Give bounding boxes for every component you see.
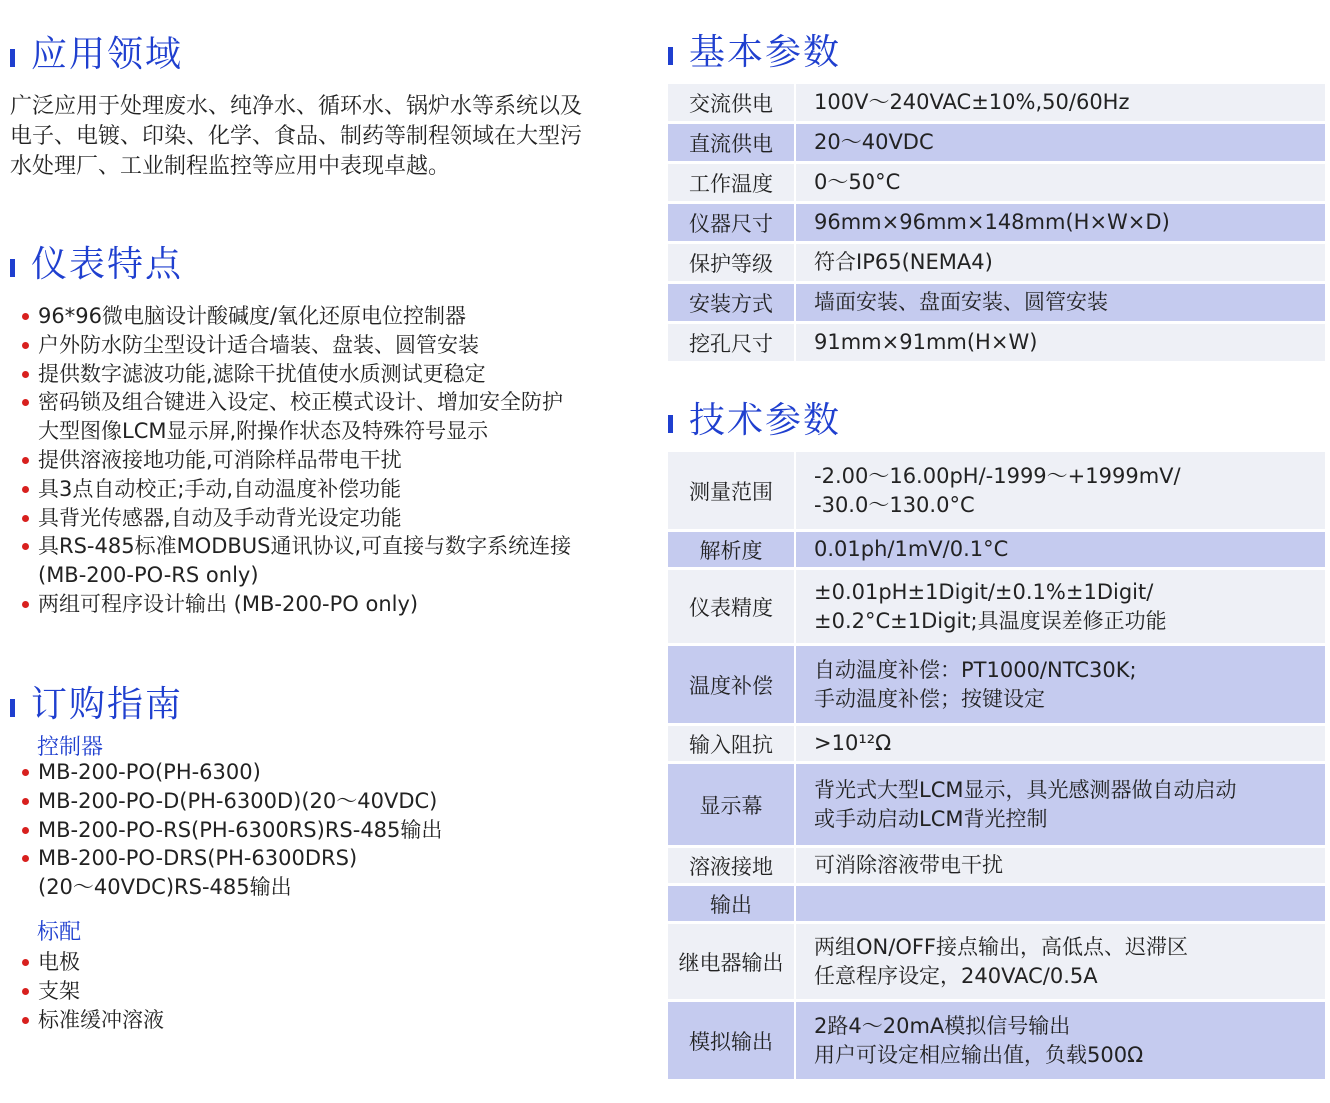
tech-params-table xyxy=(668,452,1325,1082)
spec-value xyxy=(796,532,1325,570)
application-text xyxy=(10,92,640,182)
application-line: 水处理厂、工业制程监控等应用中表现卓越。 xyxy=(10,154,451,179)
list-item xyxy=(20,446,640,475)
spec-key: 仪表精度 xyxy=(668,570,796,646)
bullet-dot-icon xyxy=(22,543,29,550)
bullet-dot-icon xyxy=(22,769,29,776)
spec-value xyxy=(796,204,1325,244)
spec-value xyxy=(796,726,1325,764)
spec-key: 安装方式 xyxy=(668,284,796,324)
spec-key: 解析度 xyxy=(668,532,796,570)
title-marker xyxy=(10,699,15,717)
spec-row xyxy=(668,848,1325,886)
spec-row xyxy=(668,124,1325,164)
list-item xyxy=(20,844,640,902)
spec-row xyxy=(668,646,1325,726)
bullet-dot-icon xyxy=(22,371,29,378)
spec-key: 温度补偿 xyxy=(668,646,796,726)
application-line: 电子、电镀、印染、化学、食品、制药等制程领域在大型污 xyxy=(10,124,583,149)
list-item-text: 提供数字滤波功能,滤除干扰值使水质测试更稳定 xyxy=(38,361,486,386)
spec-value xyxy=(796,284,1325,324)
application-line: 广泛应用于处理废水、纯净水、循环水、锅炉水等系统以及 xyxy=(10,94,583,119)
list-item xyxy=(20,504,640,533)
basic-params-table xyxy=(668,84,1325,364)
spec-value xyxy=(796,646,1325,726)
spec-value-line: 2路4～20mA模拟信号输出 xyxy=(814,1013,1071,1038)
spec-key: 显示幕 xyxy=(668,764,796,848)
bullet-dot-icon xyxy=(22,959,29,966)
spec-value-line: >10¹²Ω xyxy=(814,731,892,755)
spec-key: 测量范围 xyxy=(668,452,796,532)
list-item xyxy=(20,302,640,331)
bullet-dot-icon xyxy=(22,988,29,995)
spec-value-line: -2.00～16.00pH/-1999～+1999mV/ xyxy=(814,463,1181,488)
spec-row xyxy=(668,1002,1325,1082)
spec-row xyxy=(668,764,1325,848)
list-item-text: 户外防水防尘型设计适合墙装、盘装、圆管安装 xyxy=(38,332,479,357)
list-item-text: MB-200-PO-DRS(PH-6300DRS) xyxy=(38,846,358,871)
list-item-text: (20～40VDC)RS-485输出 xyxy=(38,875,292,900)
bullet-dot-icon xyxy=(22,855,29,862)
spec-value-line: 任意程序设定，240VAC/0.5A xyxy=(814,963,1098,988)
list-item xyxy=(20,1006,640,1035)
spec-value xyxy=(796,886,1325,924)
features-title: 仪表特点 xyxy=(10,236,183,287)
spec-key: 继电器输出 xyxy=(668,924,796,1002)
list-item-text: MB-200-PO-RS(PH-6300RS)RS-485输出 xyxy=(38,817,443,842)
spec-value-line: 96mm×96mm×148mm(H×W×D) xyxy=(814,210,1170,234)
bullet-dot-icon xyxy=(22,342,29,349)
spec-value-line: ±0.01pH±1Digit/±0.1%±1Digit/ xyxy=(814,579,1154,604)
title-marker xyxy=(668,415,673,433)
spec-value-line: -30.0～130.0°C xyxy=(814,492,975,517)
bullet-dot-icon xyxy=(22,827,29,834)
features-list xyxy=(20,302,640,619)
list-item xyxy=(20,331,640,360)
spec-value xyxy=(796,84,1325,124)
spec-value-line: 用户可设定相应输出值，负载500Ω xyxy=(814,1042,1144,1067)
spec-row xyxy=(668,204,1325,244)
spec-row xyxy=(668,924,1325,1002)
list-item xyxy=(20,590,640,619)
spec-row xyxy=(668,886,1325,924)
spec-value-line: 0～50°C xyxy=(814,170,901,194)
spec-value-line: 手动温度补偿；按键设定 xyxy=(814,686,1045,711)
list-item-text: (MB-200-PO-RS only) xyxy=(38,563,259,588)
spec-key: 输入阻抗 xyxy=(668,726,796,764)
title-marker xyxy=(10,49,15,67)
list-item xyxy=(20,758,640,787)
title-marker xyxy=(10,259,15,277)
spec-value-line: 两组ON/OFF接点输出，高低点、迟滞区 xyxy=(814,934,1188,959)
spec-value xyxy=(796,848,1325,886)
spec-value-line: 自动温度补偿：PT1000/NTC30K; xyxy=(814,657,1137,682)
spec-value-line: ±0.2°C±1Digit;具温度误差修正功能 xyxy=(814,608,1167,633)
list-item-text: 96*96微电脑设计酸碱度/氧化还原电位控制器 xyxy=(38,304,467,328)
list-item-text: 标准缓冲溶液 xyxy=(38,1007,164,1032)
basic-params-title: 基本参数 xyxy=(668,24,841,75)
list-item xyxy=(20,977,640,1006)
spec-value xyxy=(796,124,1325,164)
spec-row xyxy=(668,324,1325,364)
spec-row xyxy=(668,244,1325,284)
spec-key: 仪器尺寸 xyxy=(668,204,796,244)
spec-key: 保护等级 xyxy=(668,244,796,284)
list-item xyxy=(20,360,640,389)
spec-key: 溶液接地 xyxy=(668,848,796,886)
application-title: 应用领域 xyxy=(10,26,183,77)
spec-row xyxy=(668,84,1325,124)
spec-key: 工作温度 xyxy=(668,164,796,204)
spec-value-line: 可消除溶液带电干扰 xyxy=(814,853,1003,877)
list-item xyxy=(20,532,640,590)
standard-label: 标配 xyxy=(37,920,82,945)
spec-row xyxy=(668,570,1325,646)
spec-value-line: 91mm×91mm(H×W) xyxy=(814,330,1038,354)
list-item-text: 支架 xyxy=(38,978,80,1003)
ordering-title: 订购指南 xyxy=(10,676,183,727)
tech-params-title: 技术参数 xyxy=(668,392,841,443)
list-item-text: 大型图像LCM显示屏,附操作状态及特殊符号显示 xyxy=(38,419,489,444)
list-item xyxy=(20,816,640,845)
bullet-dot-icon xyxy=(22,313,29,320)
spec-value-line: 0.01ph/1mV/0.1°C xyxy=(814,537,1009,561)
spec-value xyxy=(796,452,1325,532)
bullet-dot-icon xyxy=(22,798,29,805)
controller-label: 控制器 xyxy=(37,735,104,760)
spec-value-line: 或手动启动LCM背光控制 xyxy=(814,806,1048,831)
bullet-dot-icon xyxy=(22,1017,29,1024)
list-item-text: MB-200-PO(PH-6300) xyxy=(38,760,261,784)
list-item-text: 具RS-485标准MODBUS通讯协议,可直接与数字系统连接 xyxy=(38,534,572,559)
bullet-dot-icon xyxy=(22,457,29,464)
list-item-text: 提供溶液接地功能,可消除样品带电干扰 xyxy=(38,447,402,472)
spec-row xyxy=(668,532,1325,570)
list-item-text: 两组可程序设计输出 (MB-200-PO only) xyxy=(38,591,419,616)
list-item xyxy=(20,388,640,446)
list-item xyxy=(20,787,640,816)
spec-key: 挖孔尺寸 xyxy=(668,324,796,364)
list-item-text: 具背光传感器,自动及手动背光设定功能 xyxy=(38,505,402,530)
spec-value xyxy=(796,164,1325,204)
spec-value-line: 100V～240VAC±10%,50/60Hz xyxy=(814,90,1130,114)
bullet-dot-icon xyxy=(22,601,29,608)
spec-value xyxy=(796,324,1325,364)
spec-key: 输出 xyxy=(668,886,796,924)
spec-value-line: 符合IP65(NEMA4) xyxy=(814,250,993,274)
spec-value xyxy=(796,570,1325,646)
list-item-text: MB-200-PO-D(PH-6300D)(20～40VDC) xyxy=(38,788,438,813)
bullet-dot-icon xyxy=(22,486,29,493)
spec-value xyxy=(796,924,1325,1002)
spec-key: 交流供电 xyxy=(668,84,796,124)
spec-row xyxy=(668,284,1325,324)
spec-value-line: 墙面安装、盘面安装、圆管安装 xyxy=(814,290,1108,314)
list-item-text: 电极 xyxy=(38,950,80,974)
spec-value-line: 背光式大型LCM显示，具光感测器做自动启动 xyxy=(814,777,1237,802)
list-item-text: 具3点自动校正;手动,自动温度补偿功能 xyxy=(38,476,402,501)
standard-list xyxy=(20,948,640,1034)
spec-value xyxy=(796,764,1325,848)
spec-value xyxy=(796,244,1325,284)
spec-value xyxy=(796,1002,1325,1082)
list-item-text: 密码锁及组合键进入设定、校正模式设计、增加安全防护 xyxy=(38,390,563,415)
spec-value-line: 20～40VDC xyxy=(814,130,934,154)
bullet-dot-icon xyxy=(22,515,29,522)
spec-key: 模拟输出 xyxy=(668,1002,796,1082)
spec-row xyxy=(668,726,1325,764)
spec-row xyxy=(668,164,1325,204)
spec-key: 直流供电 xyxy=(668,124,796,164)
controller-list xyxy=(20,758,640,902)
spec-row xyxy=(668,452,1325,532)
bullet-dot-icon xyxy=(22,399,29,406)
title-marker xyxy=(668,47,673,65)
list-item xyxy=(20,475,640,504)
list-item xyxy=(20,948,640,977)
